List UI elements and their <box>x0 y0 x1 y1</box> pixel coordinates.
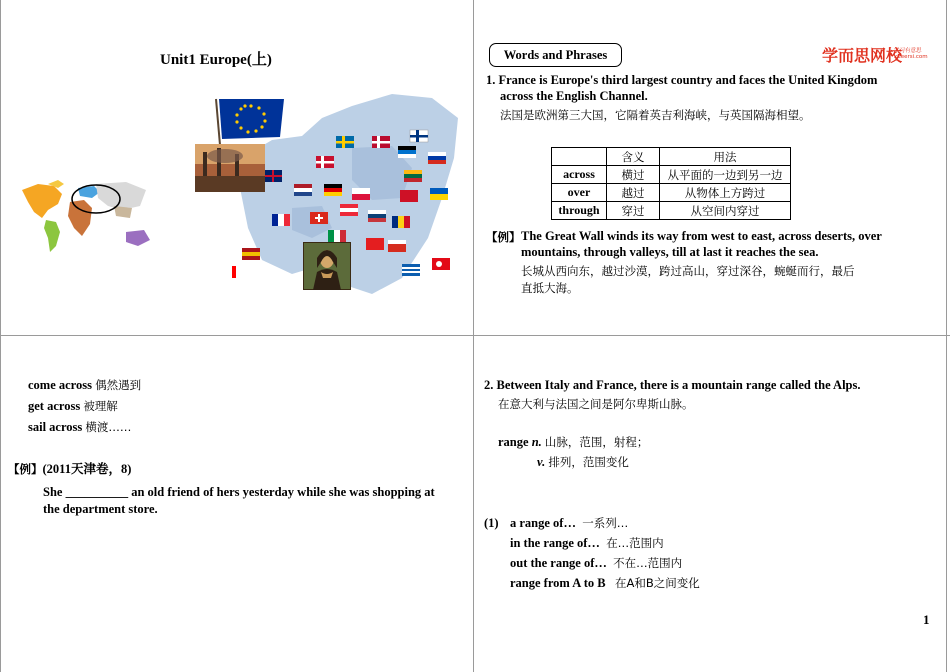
fill-blank-line2: the department store. <box>43 502 158 516</box>
table-cell-word: over <box>552 184 607 202</box>
table-header-cell <box>552 148 607 166</box>
phrase-cn: 偶然遇到 <box>95 378 142 392</box>
range-phrase-en: out the range of… <box>510 556 607 570</box>
horizontal-divider <box>0 335 950 336</box>
example-tag: 【例】 <box>486 230 521 244</box>
brand-logo-url: xueersi.com <box>894 54 928 60</box>
sentence-2-en: 2. Between Italy and France, there is a mountain range called the Alps. <box>484 378 861 392</box>
europe-highlight-ellipse <box>70 183 122 215</box>
table-cell-meaning: 穿过 <box>607 202 660 220</box>
vertical-divider <box>473 0 474 672</box>
eu-flag-image <box>214 95 290 147</box>
range-pos-noun: n. <box>531 435 542 449</box>
exam-example-header <box>8 461 131 478</box>
list-item <box>28 398 141 419</box>
phrase-list <box>28 377 141 440</box>
list-item <box>28 377 141 398</box>
table-header-row <box>552 148 791 166</box>
table-row <box>552 184 791 202</box>
range-verb-meaning: 排列，范围变化 <box>548 455 629 469</box>
table-cell-meaning: 越过 <box>607 184 660 202</box>
range-phrase-cn: 在A和B之间变化 <box>614 576 700 590</box>
range-phrase-en: a range of… <box>510 516 576 530</box>
range-noun-meaning: 山脉，范围，射程； <box>544 435 649 449</box>
list-item <box>510 555 700 575</box>
outer-border-left <box>0 0 1 672</box>
phrase-en: get across <box>28 399 81 413</box>
range-phrase-cn: 不在…范围内 <box>613 556 683 570</box>
range-word: range <box>498 435 529 449</box>
brand-logo: 学而思网校 <box>822 46 903 65</box>
phrase-cn: 横渡…… <box>85 420 132 434</box>
table-cell-meaning: 横过 <box>607 166 660 184</box>
range-verb-line <box>537 454 629 471</box>
sentence-1-en-line1: 1. France is Europe's third largest country and faces the United Kingdom <box>486 73 878 87</box>
table-cell-usage: 从空间内穿过 <box>660 202 791 220</box>
industry-painting-image <box>195 144 265 192</box>
slide1-title: Unit1 Europe(上) <box>160 52 272 68</box>
exam-source: (2011天津卷，8) <box>42 462 132 476</box>
example-en-line2: mountains, through valleys, till at last it reaches the sea. <box>521 245 819 259</box>
range-phrase-en: in the range of… <box>510 536 600 550</box>
table-cell-usage: 从平面的一边到另一边 <box>660 166 791 184</box>
sentence-1-cn: 法国是欧洲第三大国，它隔着英吉利海峡，与英国隔海相望。 <box>500 108 811 122</box>
range-phrase-en: range from A to B <box>510 576 606 590</box>
phrase-cn: 被理解 <box>83 399 118 413</box>
table-cell-usage: 从物体上方跨过 <box>660 184 791 202</box>
range-pos-verb: v. <box>537 455 546 469</box>
table-header-cell: 含义 <box>607 148 660 166</box>
sentence-2-cn: 在意大利与法国之间是阿尔卑斯山脉。 <box>498 397 694 411</box>
range-noun-line <box>498 434 648 451</box>
page-number: 1 <box>923 612 930 627</box>
phrase-en: come across <box>28 378 92 392</box>
usage-table <box>551 147 791 220</box>
list-item <box>28 419 141 440</box>
range-phrase-list <box>510 515 700 595</box>
sentence-1-en-line2: across the English Channel. <box>500 89 648 103</box>
list-item <box>510 535 700 555</box>
example-cn-line2: 直抵大海。 <box>521 281 579 295</box>
table-row <box>552 202 791 220</box>
example-cn-line1: 长城从西向东，越过沙漠，跨过高山，穿过深谷，蜿蜒而行，最后 <box>521 264 855 278</box>
fill-blank-line1: She __________ an old friend of hers yesterday while she was shopping at <box>43 485 435 499</box>
words-and-phrases-badge: Words and Phrases <box>489 43 622 67</box>
example-en-line1: The Great Wall winds its way from west to east, across deserts, over <box>521 229 882 243</box>
example-tag: 【例】 <box>8 462 43 476</box>
table-header-cell: 用法 <box>660 148 791 166</box>
range-phrase-cn: 一系列… <box>582 516 629 530</box>
list-item <box>510 575 700 595</box>
range-phrase-cn: 在…范围内 <box>606 536 664 550</box>
brand-logo-subtext <box>894 48 928 60</box>
table-cell-word: through <box>552 202 607 220</box>
table-row <box>552 166 791 184</box>
mona-lisa-image <box>303 242 351 290</box>
list-item <box>510 515 700 535</box>
brand-logo-tagline: 学习有意思 <box>894 48 922 54</box>
phrase-en: sail across <box>28 420 83 434</box>
outer-border-right <box>946 0 947 672</box>
list-number: (1) <box>484 516 499 530</box>
table-cell-word: across <box>552 166 607 184</box>
